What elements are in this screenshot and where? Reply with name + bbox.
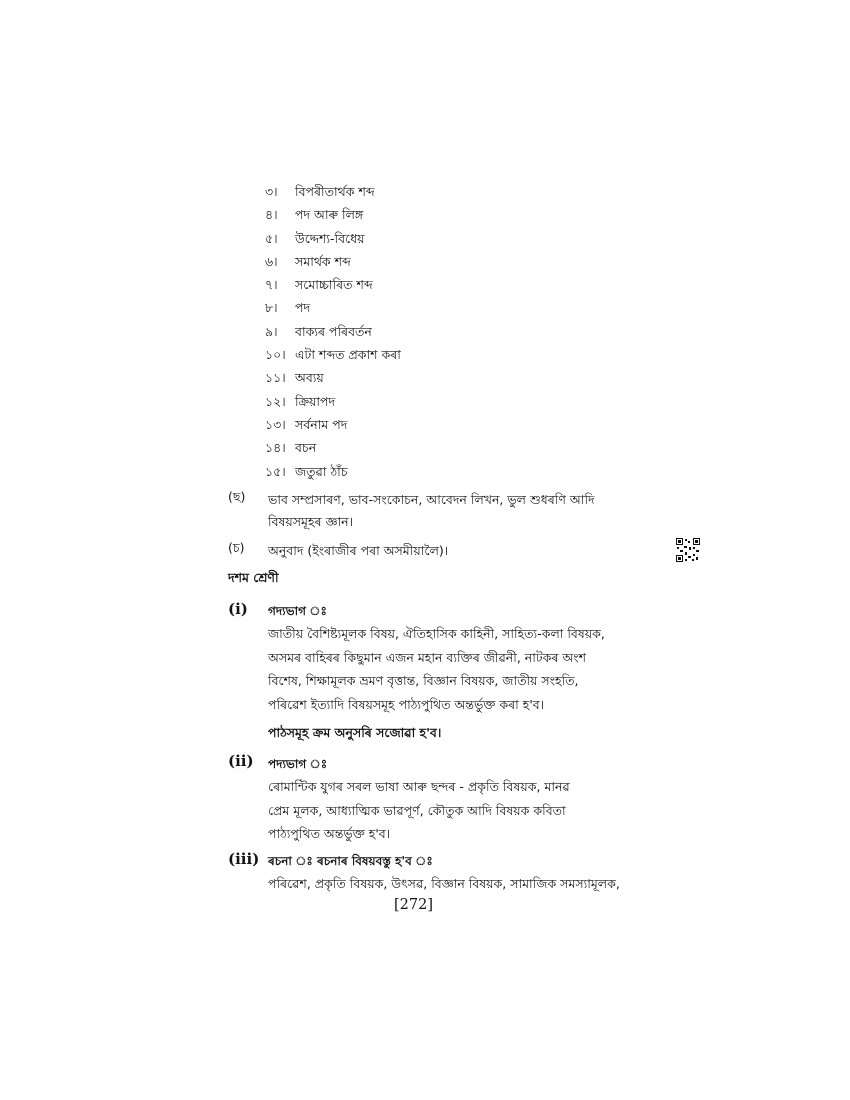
list-item <box>265 343 401 366</box>
paragraph-line: পাঠ্যপুথিত অন্তৰ্ভুক্ত হ'ব। <box>268 826 391 841</box>
section-cha <box>228 489 595 533</box>
list-item <box>265 366 401 389</box>
section-line: ভাব সম্প্ৰসাৰণ, ভাব-সংকোচন, আবেদন লিখন, ভুল শুধৰণি আদি <box>268 492 595 507</box>
list-item <box>265 320 401 343</box>
paragraph-line: বিশেষ, শিক্ষামূলক ভ্ৰমণ বৃত্তান্ত, বিজ্ঞান বিষয়ক, জাতীয় সংহতি, <box>268 673 579 688</box>
section-marker: (ছ) <box>228 489 246 504</box>
list-item <box>265 273 401 296</box>
list-item <box>265 250 401 273</box>
item-text: সমাৰ্থক শব্দ <box>295 253 351 269</box>
list-item <box>265 436 401 459</box>
item-text: এটা শব্দত প্ৰকাশ কৰা <box>295 347 401 363</box>
item-number: ৫। <box>265 230 278 246</box>
part-numeral: (i) <box>228 600 248 618</box>
part-title: পদ্যভাগ ঃ <box>268 757 328 771</box>
item-number: ১০। <box>265 347 286 363</box>
class-heading: দশম শ্ৰেণী <box>228 570 279 585</box>
section-line: বিষয়সমূহৰ জ্ঞান। <box>268 514 354 529</box>
item-text: অব্যয় <box>295 370 324 386</box>
list-item <box>265 390 401 413</box>
list-item <box>265 413 401 436</box>
item-number: ১৫। <box>265 463 286 479</box>
item-number: ১২। <box>265 393 286 409</box>
item-text: বচন <box>295 440 317 456</box>
item-number: ১৪। <box>265 440 286 456</box>
section-marker: (চ) <box>228 540 245 555</box>
part-note: পাঠসমূহ ক্ৰম অনুসৰি সজোৱা হ'ব। <box>268 725 442 740</box>
list-item <box>265 227 401 250</box>
part-numeral: (ii) <box>228 752 254 770</box>
item-text: বিপৰীতাৰ্থক শব্দ <box>295 184 375 199</box>
item-number: ৩। <box>265 184 278 199</box>
section-text: অনুবাদ (ইংৰাজীৰ পৰা অসমীয়ালৈ)। <box>268 543 449 558</box>
qr-code-icon <box>676 538 700 562</box>
item-number: ১৩। <box>265 416 286 432</box>
item-text: সৰ্বনাম পদ <box>295 416 348 432</box>
paragraph-line: পৰিৱেশ ইত্যাদি বিষয়সমূহ পাঠ্যপুথিত অন্তৰ্ভুক্ত কৰা হ'ব। <box>268 696 545 712</box>
list-item <box>265 203 401 226</box>
item-number: ৬। <box>265 253 278 269</box>
paragraph-line: ৰোমান্টিক যুগৰ সৰল ভাষা আৰু ছন্দৰ - প্ৰকৃতি বিষয়ক, মানৱ <box>268 779 570 794</box>
part-title: ৰচনা ঃ ৰচনাৰ বিষয়বস্তু হ'ব ঃ <box>268 854 433 868</box>
grammar-topic-list <box>265 180 401 483</box>
item-text: জতুৱা ঠাঁচ <box>295 463 348 479</box>
item-number: ১১। <box>265 370 286 386</box>
paragraph-line: জাতীয় বৈশিষ্ট্যমূলক বিষয়, ঐতিহাসিক কাহিনী, সাহিত্য-কলা বিষয়ক, <box>268 626 605 641</box>
item-text: ক্ৰিয়াপদ <box>295 393 336 409</box>
section-text <box>268 489 595 533</box>
item-text: বাক্যৰ পৰিবৰ্তন <box>295 323 372 339</box>
part-paragraph <box>268 872 638 896</box>
section-ja <box>228 540 448 562</box>
item-number: ৮। <box>265 300 278 316</box>
list-item <box>265 296 401 319</box>
paragraph-line: অসমৰ বাহিৰৰ কিছুমান এজন মহান ব্যক্তিৰ জীৱনী, নাটকৰ অংশ <box>268 649 587 665</box>
page-number: [272] <box>394 897 433 913</box>
item-number: ৭। <box>265 277 278 293</box>
part-title: গদ্যভাগ ঃ <box>268 604 327 618</box>
paragraph-line: পৰিৱেশ, প্ৰকৃতি বিষয়ক, উৎসৱ, বিজ্ঞান বিষয়ক, সামাজিক সমস্যামূলক, <box>268 876 620 891</box>
part-paragraph <box>268 622 638 716</box>
list-item <box>265 180 401 203</box>
part-numeral: (iii) <box>228 850 260 868</box>
item-number: ৯। <box>265 323 278 339</box>
item-text: পদ <box>295 300 311 316</box>
paragraph-line: প্ৰেম মূলক, আধ্যাত্মিক ভাৱপূৰ্ণ, কৌতুক আদি বিষয়ক কবিতা <box>268 802 566 818</box>
item-number: ৪। <box>265 207 278 223</box>
part-paragraph <box>268 775 638 846</box>
item-text: উদ্দেশ্য-বিধেয় <box>295 230 365 246</box>
item-text: সমোচ্চাৰিত শব্দ <box>295 277 373 293</box>
list-item <box>265 460 401 483</box>
item-text: পদ আৰু লিঙ্গ <box>295 207 364 223</box>
